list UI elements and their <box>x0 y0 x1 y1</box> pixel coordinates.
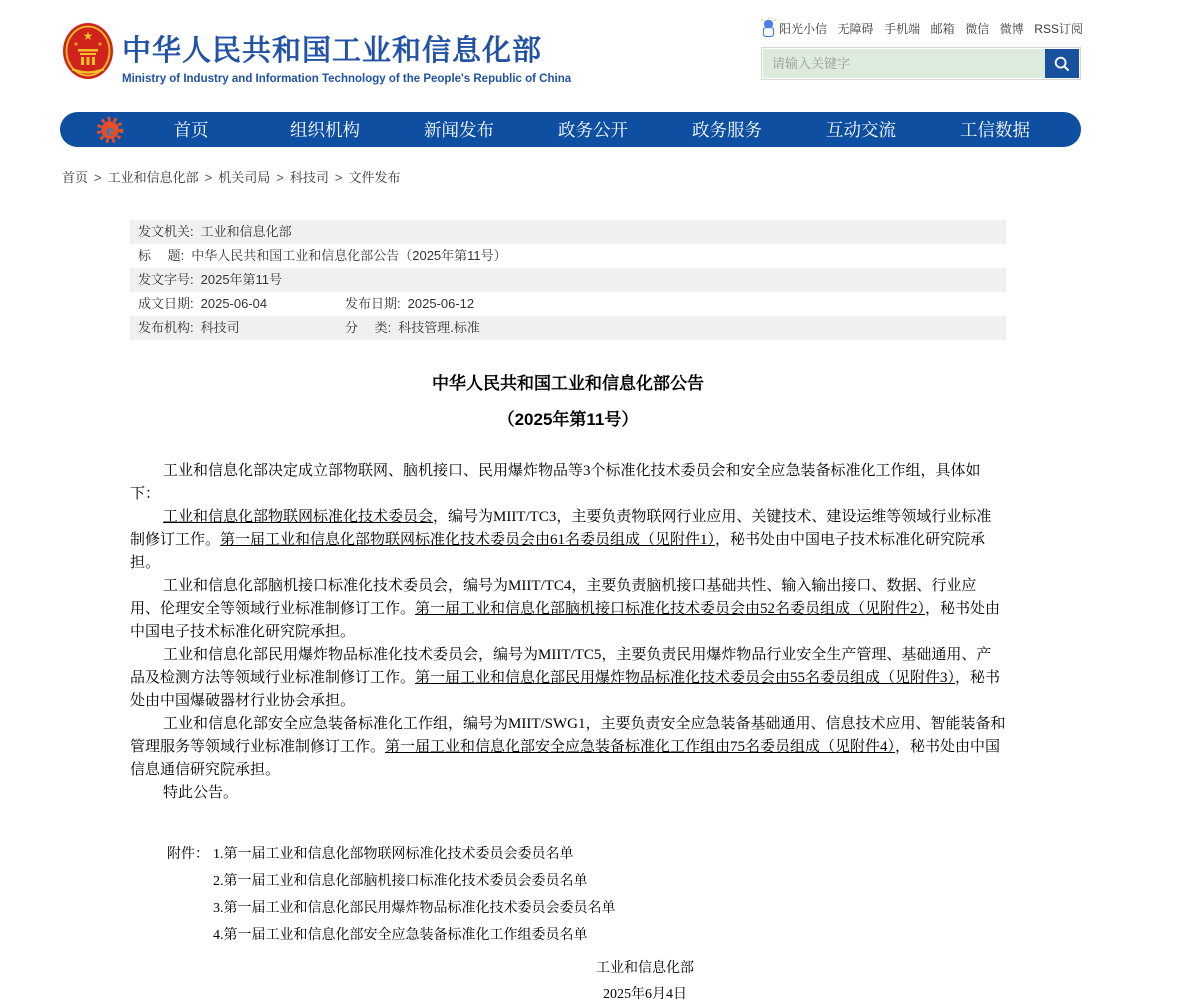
nav-item-gov-services[interactable]: 政务服务 <box>692 120 762 140</box>
paragraph-text: 工业和信息化部安全应急装备标准化工作组，编号为MIIT/SWG1，主要负责安全应急装备基础通用、信息技术应用、智能装备和管理服务等领域行业标准制修订工作。 <box>130 716 1006 755</box>
article-paragraph <box>130 506 1006 575</box>
attachments-list <box>213 841 616 949</box>
paragraph-text: 工业和信息化部民用爆炸物品标准化技术委员会，编号为MIIT/TC5，主要负责民用爆炸物品行业安全生产管理、基础通用、产品及检测方法等领域行业标准制修订工作。 <box>130 647 992 686</box>
site-subtitle: Ministry of Industry and Information Technology of the People's Republic of China <box>122 73 572 85</box>
paragraph-text: 工业和信息化部脑机接口标准化技术委员会，编号为MIIT/TC4，主要负责脑机接口基础共性、输入输出接口、数据、行业应用、伦理安全等领域行业标准制修订工作。 <box>130 578 977 617</box>
search-icon <box>1053 55 1071 73</box>
meta-value: 工业和信息化部 <box>200 224 292 239</box>
document-area <box>130 220 1006 1008</box>
national-emblem-icon <box>62 22 114 80</box>
committee-members-link[interactable]: 第一届工业和信息化部脑机接口标准化技术委员会由52名委员组成（见附件2） <box>415 601 926 617</box>
main-nav <box>60 112 1081 147</box>
top-link-mobile[interactable]: 手机端 <box>884 21 921 36</box>
meta-label: 标 题: <box>138 248 185 263</box>
attachment-link-2[interactable]: 2.第一届工业和信息化部脑机接口标准化技术委员会委员名单 <box>213 874 588 889</box>
committee-members-link[interactable]: 第一届工业和信息化部安全应急装备标准化工作组由75名委员组成（见附件4） <box>385 739 896 755</box>
sunshine-mascot-icon <box>761 18 776 38</box>
document-title-line1: 中华人民共和国工业和信息化部公告 <box>432 374 704 393</box>
meta-label: 发布机构: <box>138 320 194 335</box>
document-body <box>130 460 1006 805</box>
meta-row-dates <box>130 292 1006 316</box>
paragraph-text: 特此公告。 <box>163 785 239 801</box>
signature-date: 2025年6月4日 <box>603 987 687 1002</box>
meta-value: 2025-06-12 <box>407 296 475 311</box>
meta-label: 发文机关: <box>138 224 194 239</box>
breadcrumb-separator: > <box>276 170 284 185</box>
breadcrumb-separator: > <box>204 170 213 185</box>
nav-item-interaction[interactable]: 互动交流 <box>826 120 896 140</box>
nav-item-data[interactable]: 工信数据 <box>960 120 1030 140</box>
nav-item-organization[interactable]: 组织机构 <box>290 120 360 140</box>
meta-row-doc-number <box>130 268 1006 292</box>
header-logo-link[interactable] <box>62 22 571 85</box>
committee-link[interactable]: 工业和信息化部物联网标准化技术委员会 <box>163 509 434 525</box>
paragraph-text: ，编号为MIIT/TC3，主要负责物联网行业应用、关键技术、建设运维等领域行业标准制修订工作。 <box>130 509 992 548</box>
search-input[interactable] <box>763 49 1045 78</box>
svg-text:★: ★ <box>82 29 94 43</box>
attachments-section <box>167 841 1006 949</box>
breadcrumb-science-tech[interactable]: 科技司 <box>289 170 329 185</box>
paragraph-text: ，秘书处由中国信息通信研究院承担。 <box>130 739 1001 778</box>
top-links <box>761 18 1083 38</box>
document-title-line2: （2025年第11号） <box>497 410 639 429</box>
search-button[interactable] <box>1045 49 1079 78</box>
svg-text:e: e <box>106 120 114 140</box>
meta-label: 分 类: <box>345 320 392 335</box>
breadcrumb-documents[interactable]: 文件发布 <box>348 170 401 185</box>
committee-members-link[interactable]: 第一届工业和信息化部民用爆炸物品标准化技术委员会由55名委员组成（见附件3） <box>415 670 956 686</box>
document-meta-table <box>130 220 1006 340</box>
svg-text:★: ★ <box>97 42 103 48</box>
svg-text:★: ★ <box>73 42 79 48</box>
meta-row-title <box>130 244 1006 268</box>
meta-label: 发布日期: <box>345 296 401 311</box>
meta-row-issuing-authority <box>130 220 1006 244</box>
attachments-label: 附件： <box>167 847 209 862</box>
paragraph-text: 工业和信息化部决定成立部物联网、脑机接口、民用爆炸物品等3个标准化技术委员会和安全应急装备标准化工作组，具体如下： <box>130 463 981 502</box>
top-link-rss[interactable]: RSS订阅 <box>1034 21 1083 36</box>
meta-value: 中华人民共和国工业和信息化部公告（2025年第11号） <box>191 248 507 263</box>
article-paragraph <box>130 575 1006 644</box>
breadcrumb-separator: > <box>334 170 343 185</box>
attachment-link-3[interactable]: 3.第一届工业和信息化部民用爆炸物品标准化技术委员会委员名单 <box>213 901 616 916</box>
signature-authority: 工业和信息化部 <box>596 961 694 976</box>
breadcrumb-separator: > <box>94 170 102 185</box>
article-paragraph <box>130 644 1006 713</box>
top-link-sunshine[interactable] <box>761 18 827 38</box>
paragraph-text: ，秘书处由中国电子技术标准化研究院承担。 <box>130 532 986 571</box>
meta-value: 2025年第11号 <box>200 272 283 287</box>
article-paragraph <box>130 460 1006 506</box>
meta-label: 发文字号: <box>138 272 194 287</box>
breadcrumb-home[interactable]: 首页 <box>62 170 89 185</box>
paragraph-text: ，秘书处由中国电子技术标准化研究院承担。 <box>130 601 1001 640</box>
meta-value: 科技司 <box>200 320 240 335</box>
attachment-link-4[interactable]: 4.第一届工业和信息化部安全应急装备标准化工作组委员名单 <box>213 928 588 943</box>
top-link-wechat[interactable]: 微信 <box>965 21 990 36</box>
attachment-link-1[interactable]: 1.第一届工业和信息化部物联网标准化技术委员会委员名单 <box>213 847 574 862</box>
meta-row-agency-category <box>130 316 1006 340</box>
top-link-accessibility[interactable]: 无障碍 <box>837 21 874 36</box>
nav-logo-gear-icon <box>96 116 124 144</box>
top-link-label: 阳光小信 <box>779 21 828 36</box>
paragraph-text: ，秘书处由中国爆破器材行业协会承担。 <box>130 670 1001 709</box>
top-link-mail[interactable]: 邮箱 <box>930 21 955 36</box>
nav-item-news[interactable]: 新闻发布 <box>424 120 494 140</box>
document-title <box>130 366 1006 438</box>
breadcrumb-miit[interactable]: 工业和信息化部 <box>107 170 199 185</box>
meta-value: 科技管理.标准 <box>398 320 480 335</box>
site-title: 中华人民共和国工业和信息化部 <box>122 35 543 67</box>
committee-members-link[interactable]: 第一届工业和信息化部物联网标准化技术委员会由61名委员组成（见附件1） <box>220 532 716 548</box>
signature-block <box>596 956 694 1008</box>
site-header <box>0 0 1201 100</box>
search-bar <box>761 47 1081 80</box>
breadcrumb <box>62 167 1201 186</box>
article-paragraph <box>130 713 1006 782</box>
top-link-weibo[interactable]: 微博 <box>999 21 1024 36</box>
article-paragraph <box>130 782 1006 805</box>
breadcrumb-departments[interactable]: 机关司局 <box>218 170 271 185</box>
nav-item-home[interactable]: 首页 <box>173 120 209 140</box>
meta-value: 2025-06-04 <box>200 296 268 311</box>
meta-label: 成文日期: <box>138 296 194 311</box>
nav-item-gov-open[interactable]: 政务公开 <box>558 120 628 140</box>
